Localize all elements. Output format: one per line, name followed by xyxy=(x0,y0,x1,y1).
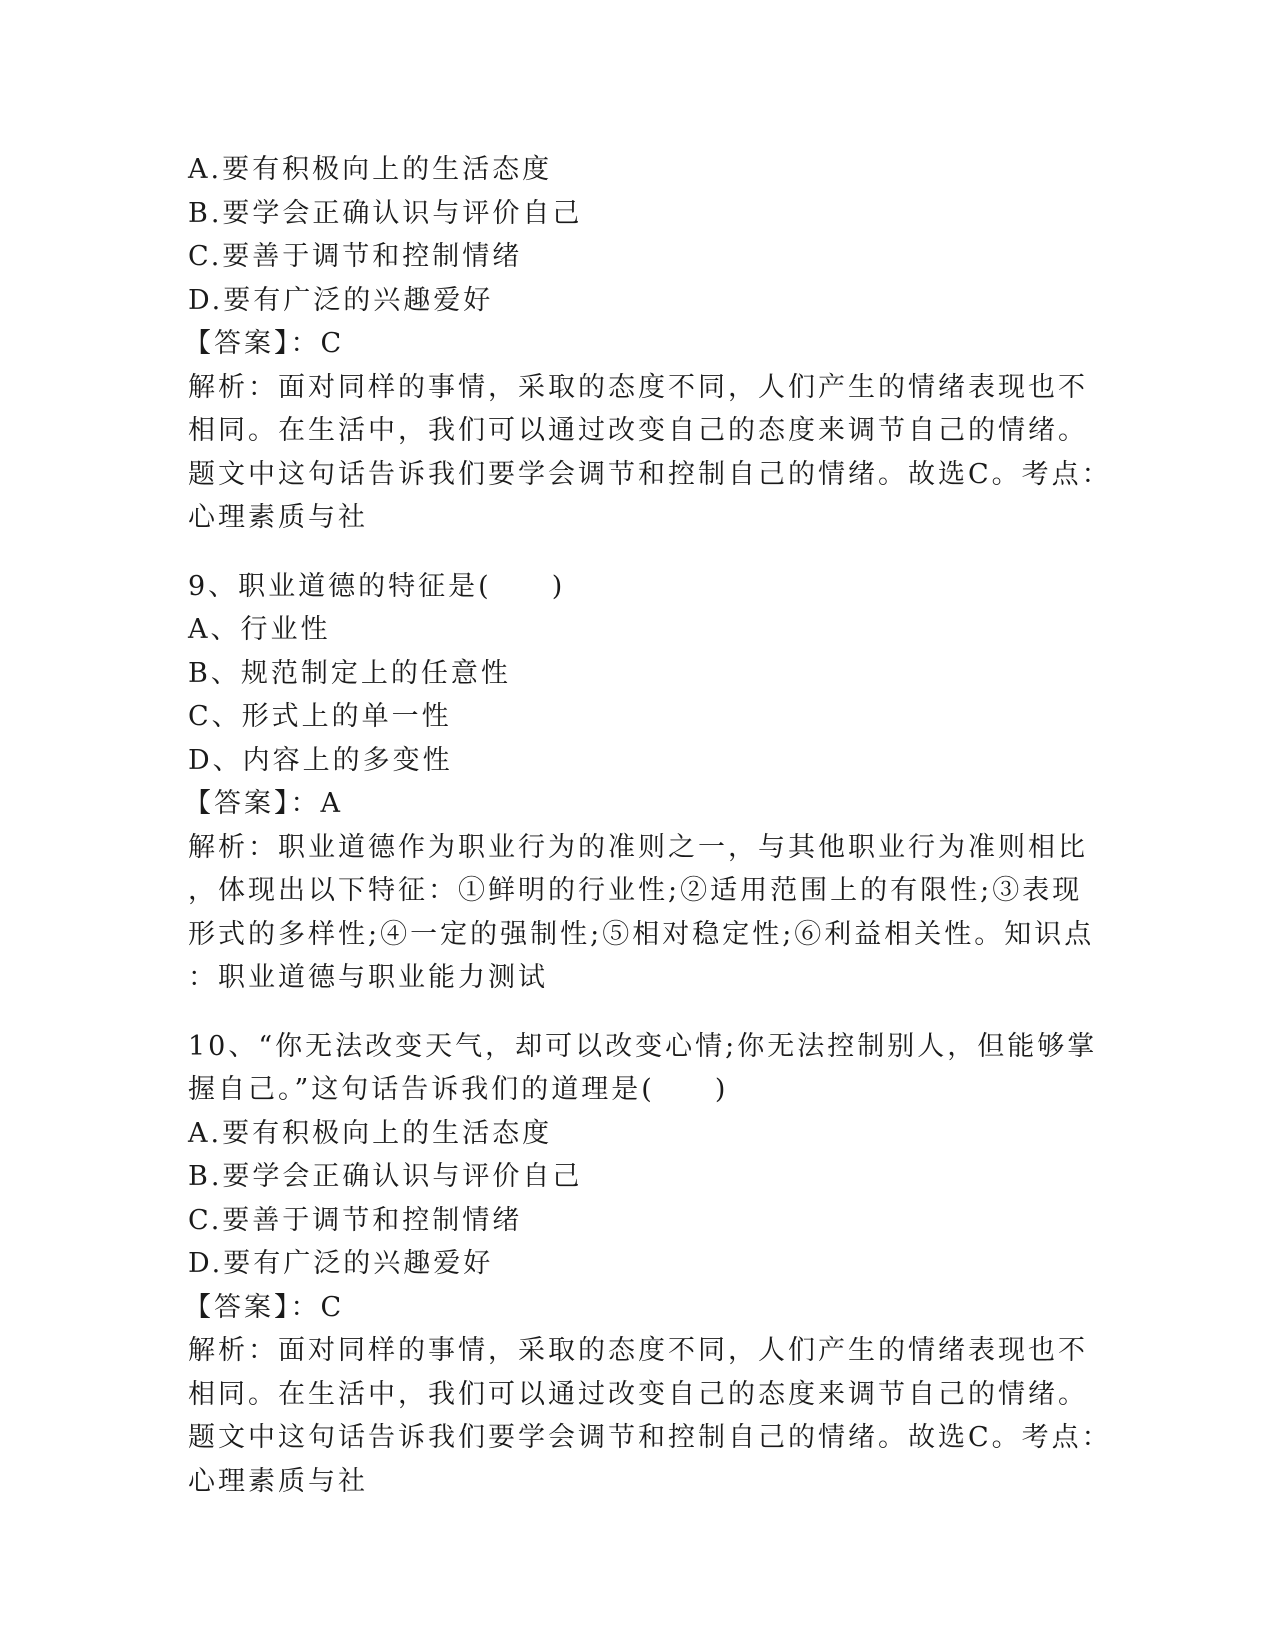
option-a: A、行业性 xyxy=(188,614,331,645)
explanation-line: 心理素质与社 xyxy=(188,502,368,533)
explanation-line: 题文中这句话告诉我们要学会调节和控制自己的情绪。故选C。考点： xyxy=(188,458,1112,490)
option-c: C.要善于调节和控制情绪 xyxy=(188,1204,523,1236)
explanation-line: 心理素质与社 xyxy=(188,1465,368,1497)
option-b: B.要学会正确认识与评价自己 xyxy=(188,1161,583,1192)
explanation-line: 形式的多样性;④一定的强制性;⑤相对稳定性;⑥利益相关性。知识点 xyxy=(188,918,1095,950)
option-d: D.要有广泛的兴趣爱好 xyxy=(188,284,494,316)
question-block-prev xyxy=(184,148,1112,540)
option-a: A.要有积极向上的生活态度 xyxy=(188,154,553,185)
question-9 xyxy=(184,565,1095,1000)
question-stem: 握自己。”这句话告诉我们的道理是( ) xyxy=(188,1074,729,1105)
answer-line: 【答案】：C xyxy=(184,1291,345,1323)
explanation-line: 解析：职业道德作为职业行为的准则之一，与其他职业行为准则相比 xyxy=(188,831,1088,863)
option-c: C、形式上的单一性 xyxy=(188,701,452,732)
explanation-line: ，体现出以下特征：①鲜明的行业性;②适用范围上的有限性;③表现 xyxy=(188,875,1083,906)
explanation-line: 相同。在生活中，我们可以通过改变自己的态度来调节自己的情绪。 xyxy=(188,1378,1088,1410)
option-a: A.要有积极向上的生活态度 xyxy=(188,1117,553,1149)
document-page xyxy=(184,148,1112,1503)
question-stem: 9、职业道德的特征是( ) xyxy=(188,570,566,602)
option-d: D.要有广泛的兴趣爱好 xyxy=(188,1248,494,1279)
explanation-line: 解析：面对同样的事情，采取的态度不同，人们产生的情绪表现也不 xyxy=(188,371,1088,403)
option-b: B.要学会正确认识与评价自己 xyxy=(188,197,583,229)
explanation-line: 相同。在生活中，我们可以通过改变自己的态度来调节自己的情绪。 xyxy=(188,415,1088,446)
answer-line: 【答案】：A xyxy=(184,788,343,819)
option-b: B、规范制定上的任意性 xyxy=(188,657,511,689)
answer-line: 【答案】：C xyxy=(184,328,345,359)
explanation-line: ：职业道德与职业能力测试 xyxy=(188,962,548,993)
question-10 xyxy=(184,1025,1112,1504)
option-c: C.要善于调节和控制情绪 xyxy=(188,241,523,272)
option-d: D、内容上的多变性 xyxy=(188,744,453,776)
explanation-line: 题文中这句话告诉我们要学会调节和控制自己的情绪。故选C。考点： xyxy=(188,1422,1112,1453)
explanation-line: 解析：面对同样的事情，采取的态度不同，人们产生的情绪表现也不 xyxy=(188,1335,1088,1366)
question-stem: 10、“你无法改变天气，却可以改变心情;你无法控制别人，但能够掌 xyxy=(188,1030,1098,1062)
